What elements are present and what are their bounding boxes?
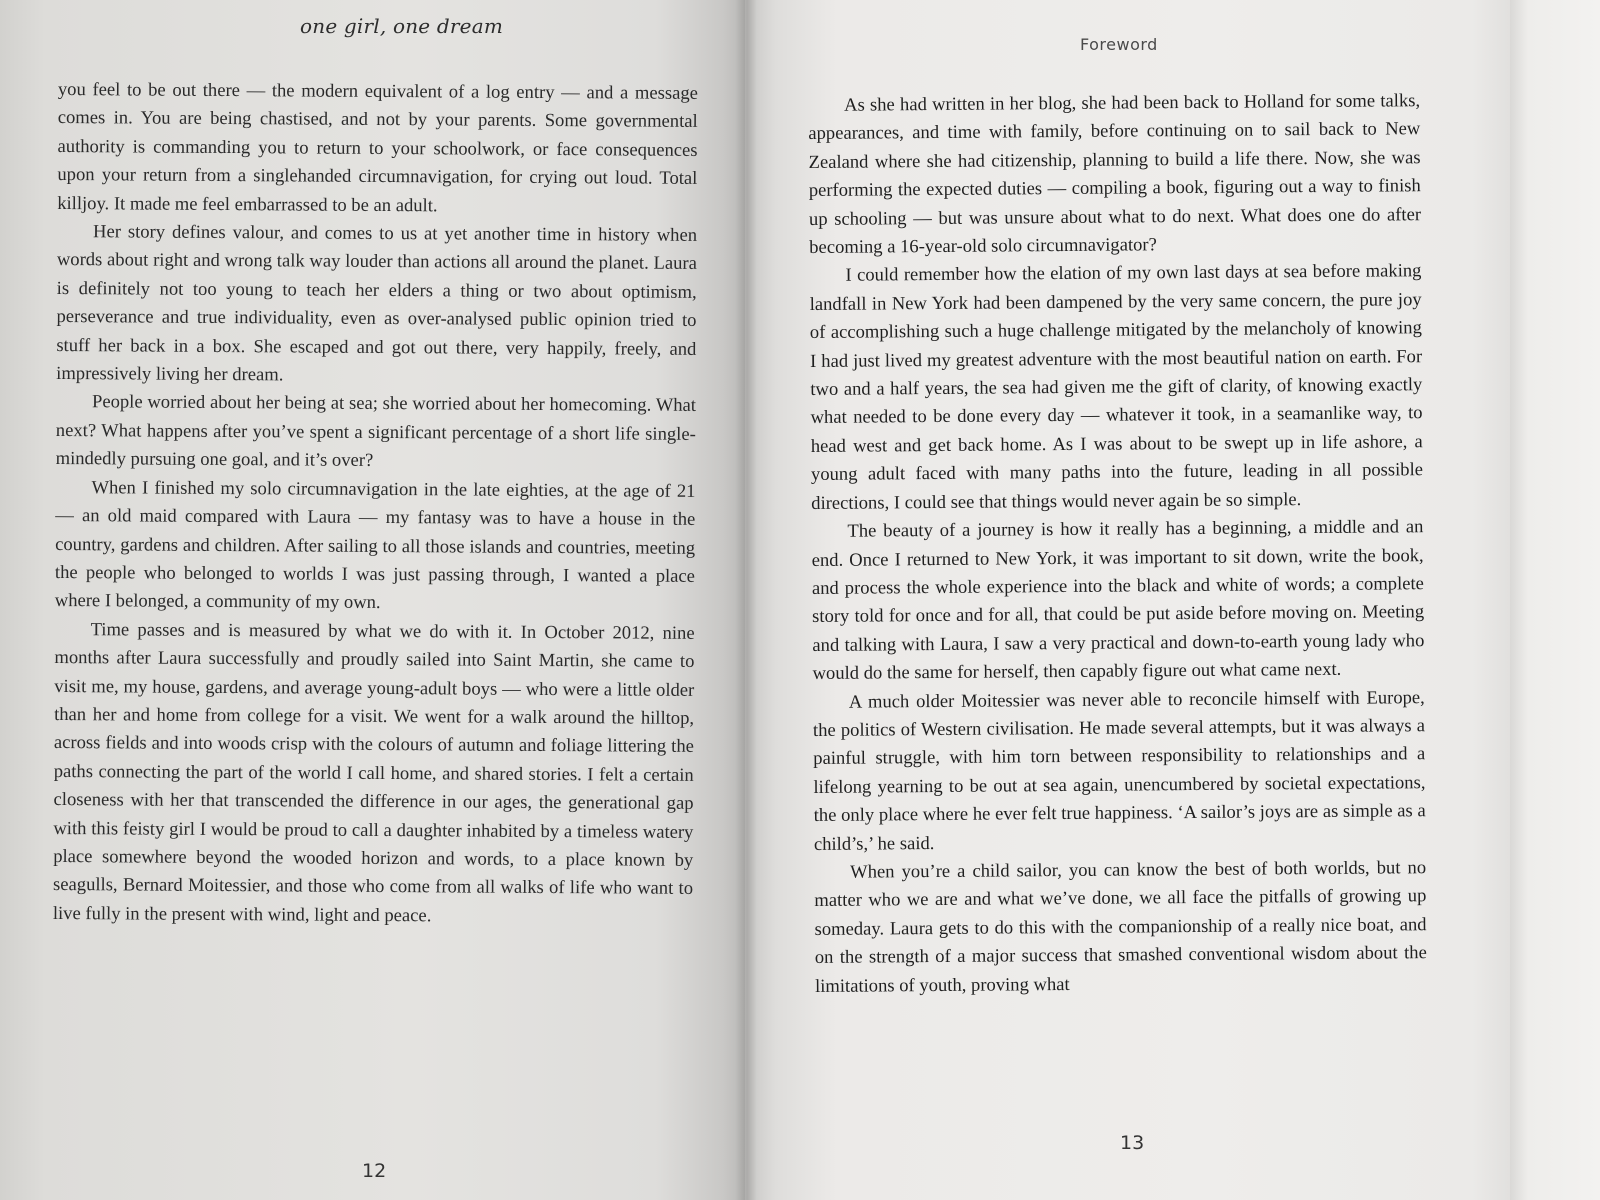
paragraph: A much older Moitessier was never able to reconcile himself with Europe, the politics of Western civilisation. He made several attempts, but it was always a painful struggle, with him torn between responsibility to relationships and a lifelong yearning to be out at sea again, unencumbered by societal expectations, the only place where he ever felt true happiness. ‘A sailor’s joys are as simple as a child’s,’ he said.	[812, 686, 1426, 855]
paragraph: you feel to be out there — the modern equivalent of a log entry — and a message comes in. You are being chastised, and not by your parents. Some governmental authority is commanding you to return to your schoolwork, or face consequences upon your return from a singlehanded circumnavigation, for crying out loud. Total killjoy. It made me feel embarrassed to be an adult.	[57, 78, 698, 216]
paragraph: Her story defines valour, and comes to us at yet another time in history when words about right and wrong talk way louder than actions all around the planet. Laura is definitely not too young to teach her elders a thing or two about optimism, perseverance and true individuality, even as over-analysed public opinion tried to stuff her back in a box. She escaped and got out there, very happily, freely, and impressively living her dream.	[56, 221, 698, 386]
gutter-shadow	[735, 0, 757, 1200]
paragraph: When I finished my solo circumnavigation in the late eighties, at the age of 21 — an old maid compared with Laura — my fantasy was to have a house in the country, gardens and children. After sailing to all those islands and countries, meeting the people who belonged to worlds I was just passing through, I wanted a place where I belonged, a community of my own.	[54, 476, 696, 614]
page-number-left: 12	[362, 1160, 387, 1182]
page-number-right: 13	[1120, 1132, 1145, 1154]
paragraph: I could remember how the elation of my own last days at sea before making landfall in New York had been dampened by the very same concern, the pure joy of accomplishing such a huge challenge mitigated by the melancholy of knowing I had just lived my greatest adventure with the most beautiful nation on earth. For two and a half years, the sea had given me the gift of clarity, of knowing exactly what needed to be done every day — whatever it took, in a seamanlike way, to head west and get back home. As I was about to be swept up in life ashore, a young adult faced with many paths into the future, leading in all possible directions, I could see that things would never again be so simple.	[809, 260, 1424, 514]
running-head-right: Foreword	[1080, 35, 1158, 54]
right-page-body	[808, 87, 1427, 1001]
left-page-body	[53, 76, 698, 932]
left-page	[0, 0, 745, 1200]
page-edge	[1510, 0, 1600, 1200]
paragraph: Time passes and is measured by what we do with it. In October 2012, nine months after Laura successfully and proudly sailed into Saint Martin, she came to visit me, my house, gardens, and average young-adult boys — who were a little older than her and home from college for a visit. We went for a walk around the hilltop, across fields and into woods crisp with the colours of autumn and foliage littering the paths connecting the part of the world I call home, and shared stories. I felt a certain closeness with her that transcended the difference in our ages, the generational gap with this feisty girl I would be proud to call a daughter inhabited by a timeless watery place somewhere beyond the wooded horizon and words, to a place known by seagulls, Bernard Moitessier, and those who come from all walks of life who want to live fully in the present with wind, light and peace.	[52, 618, 695, 927]
paragraph: When you’re a child sailor, you can know the best of both worlds, but no matter who we are and what we’ve done, we all face the pitfalls of growing up someday. Laura gets to do this with the companionship of a really nice boat, and on the strength of a major success that smashed conventional wisdom about the limitations of youth, proving what	[814, 857, 1427, 997]
running-head-left: one girl, one dream	[300, 14, 503, 38]
paragraph: People worried about her being at sea; she worried about her homecoming. What next? What happens after you’ve spent a significant percentage of a short life single-mindedly pursuing one goal, and it’s over?	[55, 391, 697, 472]
paragraph: The beauty of a journey is how it really has a beginning, a middle and an end. Once I returned to New York, it was important to sit down, write the book, and process the whole experience into the black and white of words; a complete story told for once and for all, that could be put aside before moving on. Meeting and talking with Laura, I saw a very practical and down-to-earth young lady who would do the same for herself, then capably figure out what came next.	[811, 516, 1425, 685]
paragraph: As she had written in her blog, she had been back to Holland for some talks, appearances, and time with family, before continuing on to sail back to New Zealand where she had citizenship, planning to build a life there. Now, she was performing the expected duties — compiling a book, figuring out a way to finish up schooling — but was unsure about what to do next. What does one do after becoming a 16-year-old solo circumnavigator?	[808, 90, 1422, 259]
